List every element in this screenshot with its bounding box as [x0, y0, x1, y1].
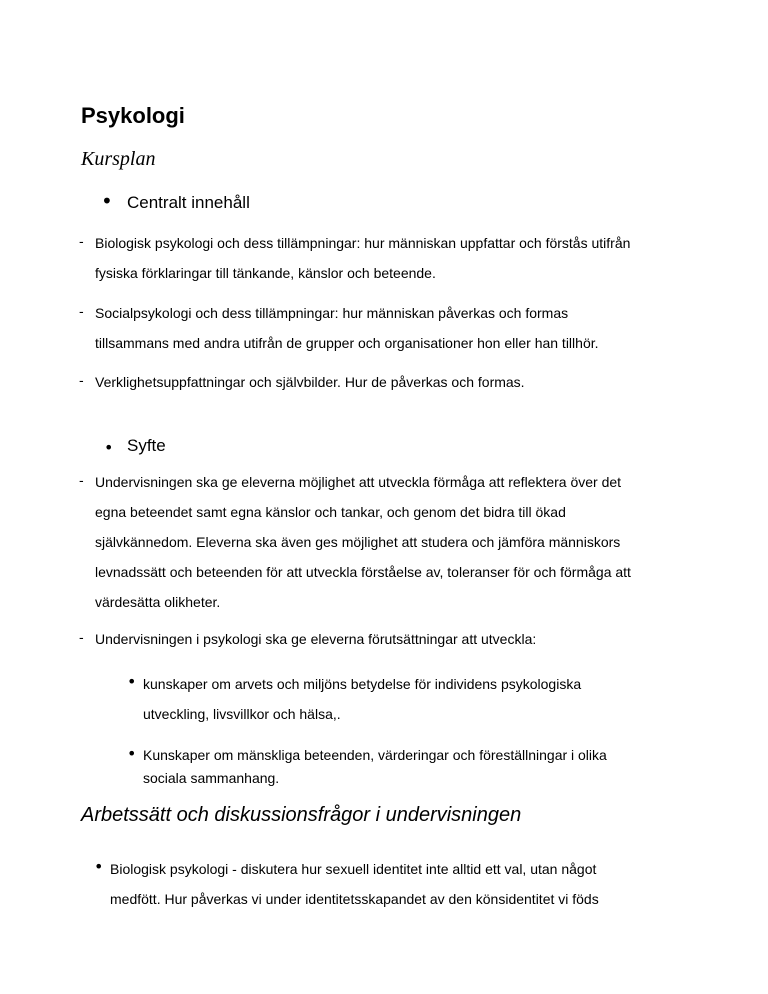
list-item-line: fysiska förklaringar till tänkande, känslor och beteende.	[95, 265, 436, 281]
list-item-line: självkännedom. Eleverna ska även ges möjlighet att studera och jämföra människors	[95, 534, 621, 550]
section-heading-centralt: Centralt innehåll	[127, 193, 250, 212]
list-item-line: Biologisk psykologi - diskutera hur sexuell identitet inte alltid ett val, utan något	[110, 861, 597, 877]
bullet-icon: •	[127, 672, 137, 691]
dash-icon: -	[79, 303, 84, 319]
page-subtitle: Kursplan	[81, 148, 156, 170]
sub-list-item-line: utveckling, livsvillkor och hälsa,.	[143, 706, 341, 722]
bullet-icon: •	[94, 857, 104, 876]
list-item-line: Undervisningen ska ge eleverna möjlighet att utveckla förmåga att reflektera över det	[95, 474, 622, 490]
bullet-icon: •	[101, 189, 113, 213]
list-item-line: Socialpsykologi och dess tillämpningar: hur människan påverkas och formas	[95, 305, 569, 321]
sub-list-item-line: sociala sammanhang.	[143, 770, 280, 786]
dash-icon: -	[79, 629, 84, 645]
bullet-icon: •	[127, 744, 137, 763]
list-item-line: medfött. Hur påverkas vi under identitetsskapandet av den könsidentitet vi föds	[110, 891, 599, 907]
sub-list-item-line: Kunskaper om mänskliga beteenden, värderingar och föreställningar i olika	[143, 747, 607, 763]
list-item-line: egna beteendet samt egna känslor och tankar, och genom det bidra till ökad	[95, 504, 566, 520]
section-heading-syfte: Syfte	[127, 436, 166, 455]
dash-icon: -	[79, 472, 84, 488]
list-item-line: Verklighetsuppfattningar och självbilder. Hur de påverkas och formas.	[95, 374, 525, 390]
bullet-icon: •	[104, 438, 114, 457]
dash-icon: -	[79, 233, 84, 249]
list-item-line: Biologisk psykologi och dess tillämpningar: hur människan uppfattar och förstås utifrån	[95, 235, 631, 251]
page-title: Psykologi	[81, 103, 185, 128]
list-item-line: levnadssätt och beteenden för att utveckla förståelse av, toleranser för och förmåga att	[95, 564, 631, 580]
dash-icon: -	[79, 372, 84, 388]
section-heading-arbetssatt: Arbetssätt och diskussionsfrågor i undervisningen	[81, 804, 522, 826]
list-item-line: Undervisningen i psykologi ska ge eleverna förutsättningar att utveckla:	[95, 631, 537, 647]
list-item-line: värdesätta olikheter.	[95, 594, 221, 610]
list-item-line: tillsammans med andra utifrån de grupper och organisationer hon eller han tillhör.	[95, 335, 599, 351]
sub-list-item-line: kunskaper om arvets och miljöns betydelse för individens psykologiska	[143, 676, 582, 692]
